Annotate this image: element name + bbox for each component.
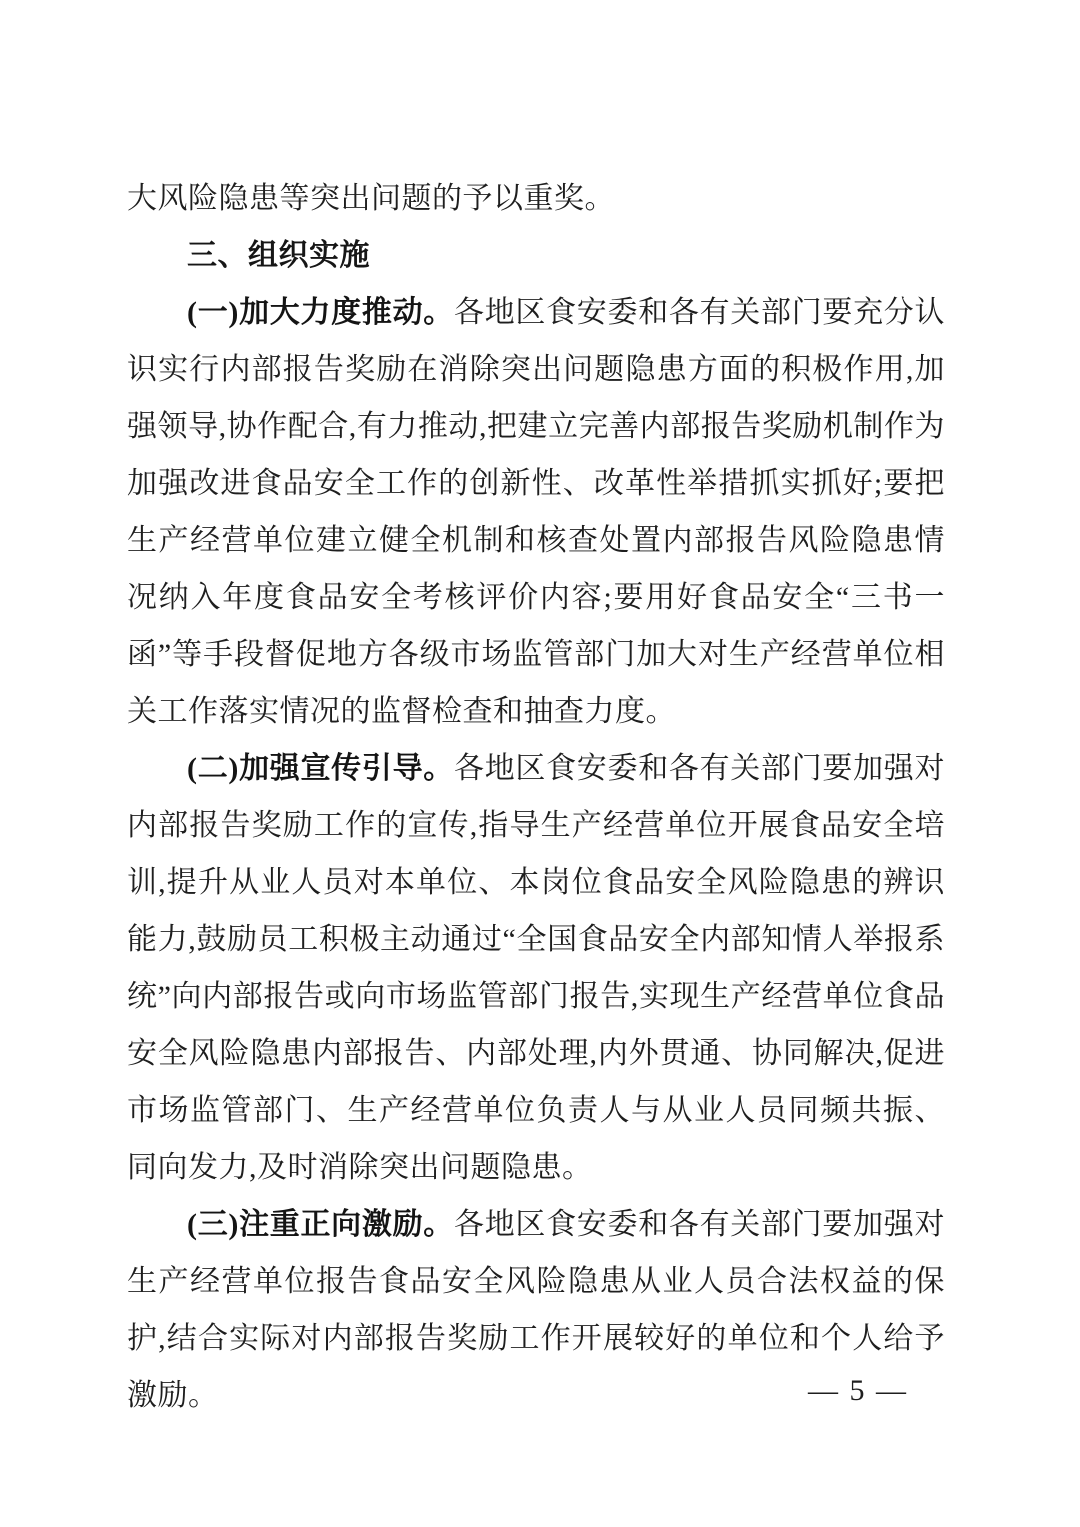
paragraph-1 [127,284,945,740]
paragraph-2-body: 各地区食安委和各有关部门要加强对内部报告奖励工作的宣传,指导生产经营单位开展食品安全培训,提升从业人员对本单位、本岗位食品安全风险隐患的辨识能力,鼓励员工积极主动通过“全国食品安全内部知情人举报系统”向内部报告或向市场监管部门报告,实现生产经营单位食品安全风险隐患内部报告、内部处理,内外贯通、协同解决,促进市场监管部门、生产经营单位负责人与从业人员同频共振、同向发力,及时消除突出问题隐患。 [127,752,946,1184]
paragraph-1-body: 各地区食安委和各有关部门要充分认识实行内部报告奖励在消除突出问题隐患方面的积极作用,加强领导,协作配合,有力推动,把建立完善内部报告奖励机制作为加强改进食品安全工作的创新性、改革性举措抓实抓好;要把生产经营单位建立健全机制和核查处置内部报告风险隐患情况纳入年度食品安全考核评价内容;要用好食品安全“三书一函”等手段督促地方各级市场监管部门加大对生产经营单位相关工作落实情况的监督检查和抽查力度。 [127,296,946,728]
section-heading: 三、组织实施 [187,239,370,272]
paragraph-2-lead: (二)加强宣传引导。 [187,752,454,785]
paragraph-continuation: 大风险隐患等突出问题的予以重奖。 [127,182,615,215]
paragraph-2 [127,740,945,1196]
page-number: — 5 — [808,1374,908,1407]
paragraph-3-body: 各地区食安委和各有关部门要加强对生产经营单位报告食品安全风险隐患从业人员合法权益的保护,结合实际对内部报告奖励工作开展较好的单位和个人给予激励。 [127,1208,946,1412]
document-text-block [127,170,945,1424]
paragraph-3-lead: (三)注重正向激励。 [187,1208,454,1241]
paragraph-1-lead: (一)加大力度推动。 [187,296,454,329]
